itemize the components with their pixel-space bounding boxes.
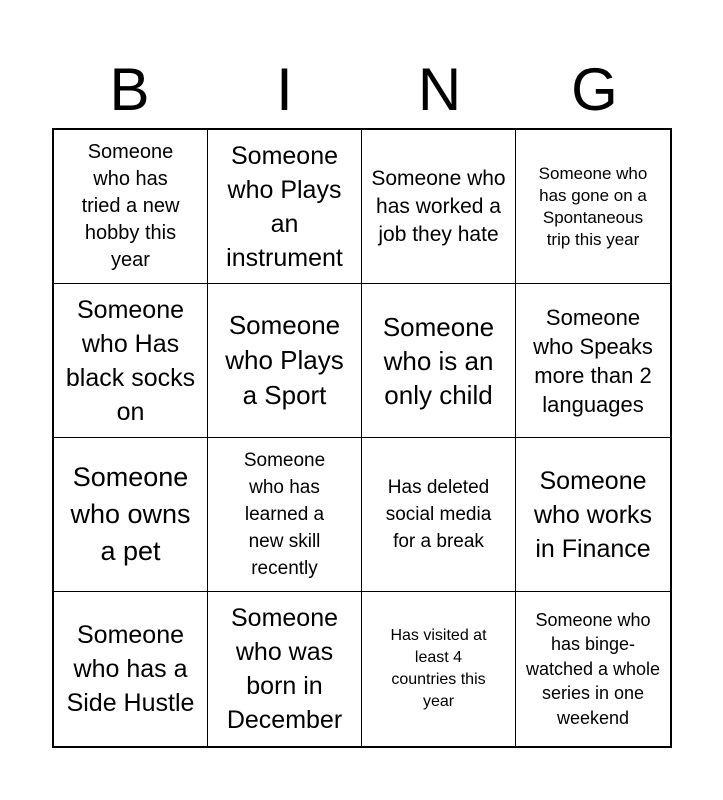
bingo-cell-text: Has visited at least 4 countries this year: [390, 627, 487, 710]
bingo-cell[interactable]: [54, 592, 208, 746]
bingo-cell-text: Someone who Speaks more than 2 languages: [533, 304, 653, 417]
bingo-cell[interactable]: [362, 130, 516, 284]
bingo-cell[interactable]: [208, 130, 362, 284]
bingo-cell[interactable]: [516, 438, 670, 592]
bingo-cell-text: Someone who was born in December: [226, 604, 343, 734]
bingo-cell-text: Someone who has a Side Hustle: [66, 621, 195, 717]
bingo-cell[interactable]: [362, 592, 516, 746]
bingo-cell[interactable]: [208, 438, 362, 592]
bingo-card: [52, 128, 672, 748]
bingo-cell[interactable]: [516, 284, 670, 438]
bingo-cell-text: Someone who owns a pet: [70, 462, 191, 566]
bingo-cell-text: Someone who has learned a new skill recently: [243, 450, 326, 579]
bingo-cell[interactable]: [54, 130, 208, 284]
bingo-cell-text: Someone who has gone on a Spontaneous trip this year: [538, 163, 648, 249]
bingo-cell[interactable]: [54, 438, 208, 592]
bingo-header: [52, 52, 672, 128]
bingo-cell-text: Someone who is an only child: [382, 311, 495, 410]
bingo-cell-text: Has deleted social media for a break: [385, 477, 492, 552]
header-letter-g: G: [571, 56, 618, 123]
bingo-cell-text: Someone who Plays an instrument: [226, 141, 343, 272]
bingo-cell[interactable]: [208, 284, 362, 438]
bingo-cell[interactable]: [516, 592, 670, 746]
bingo-cell-text: Someone who Has black socks on: [65, 295, 196, 426]
header-letter-b: B: [109, 56, 150, 123]
bingo-cell[interactable]: [362, 438, 516, 592]
bingo-cell[interactable]: [54, 284, 208, 438]
bingo-cell-text: Someone who has tried a new hobby this year: [81, 141, 180, 271]
bingo-cell-text: Someone who has worked a job they hate: [371, 166, 506, 246]
bingo-cell-text: Someone who Plays a Sport: [225, 310, 344, 410]
header-letter-i: I: [276, 56, 293, 123]
bingo-cell-text: Someone who has binge-watched a whole series in one weekend: [525, 609, 661, 728]
bingo-cell[interactable]: [516, 130, 670, 284]
header-letter-n: N: [417, 56, 462, 123]
bingo-cell[interactable]: [362, 284, 516, 438]
bingo-cell-text: Someone who works in Finance: [533, 466, 653, 563]
bingo-cell[interactable]: [208, 592, 362, 746]
